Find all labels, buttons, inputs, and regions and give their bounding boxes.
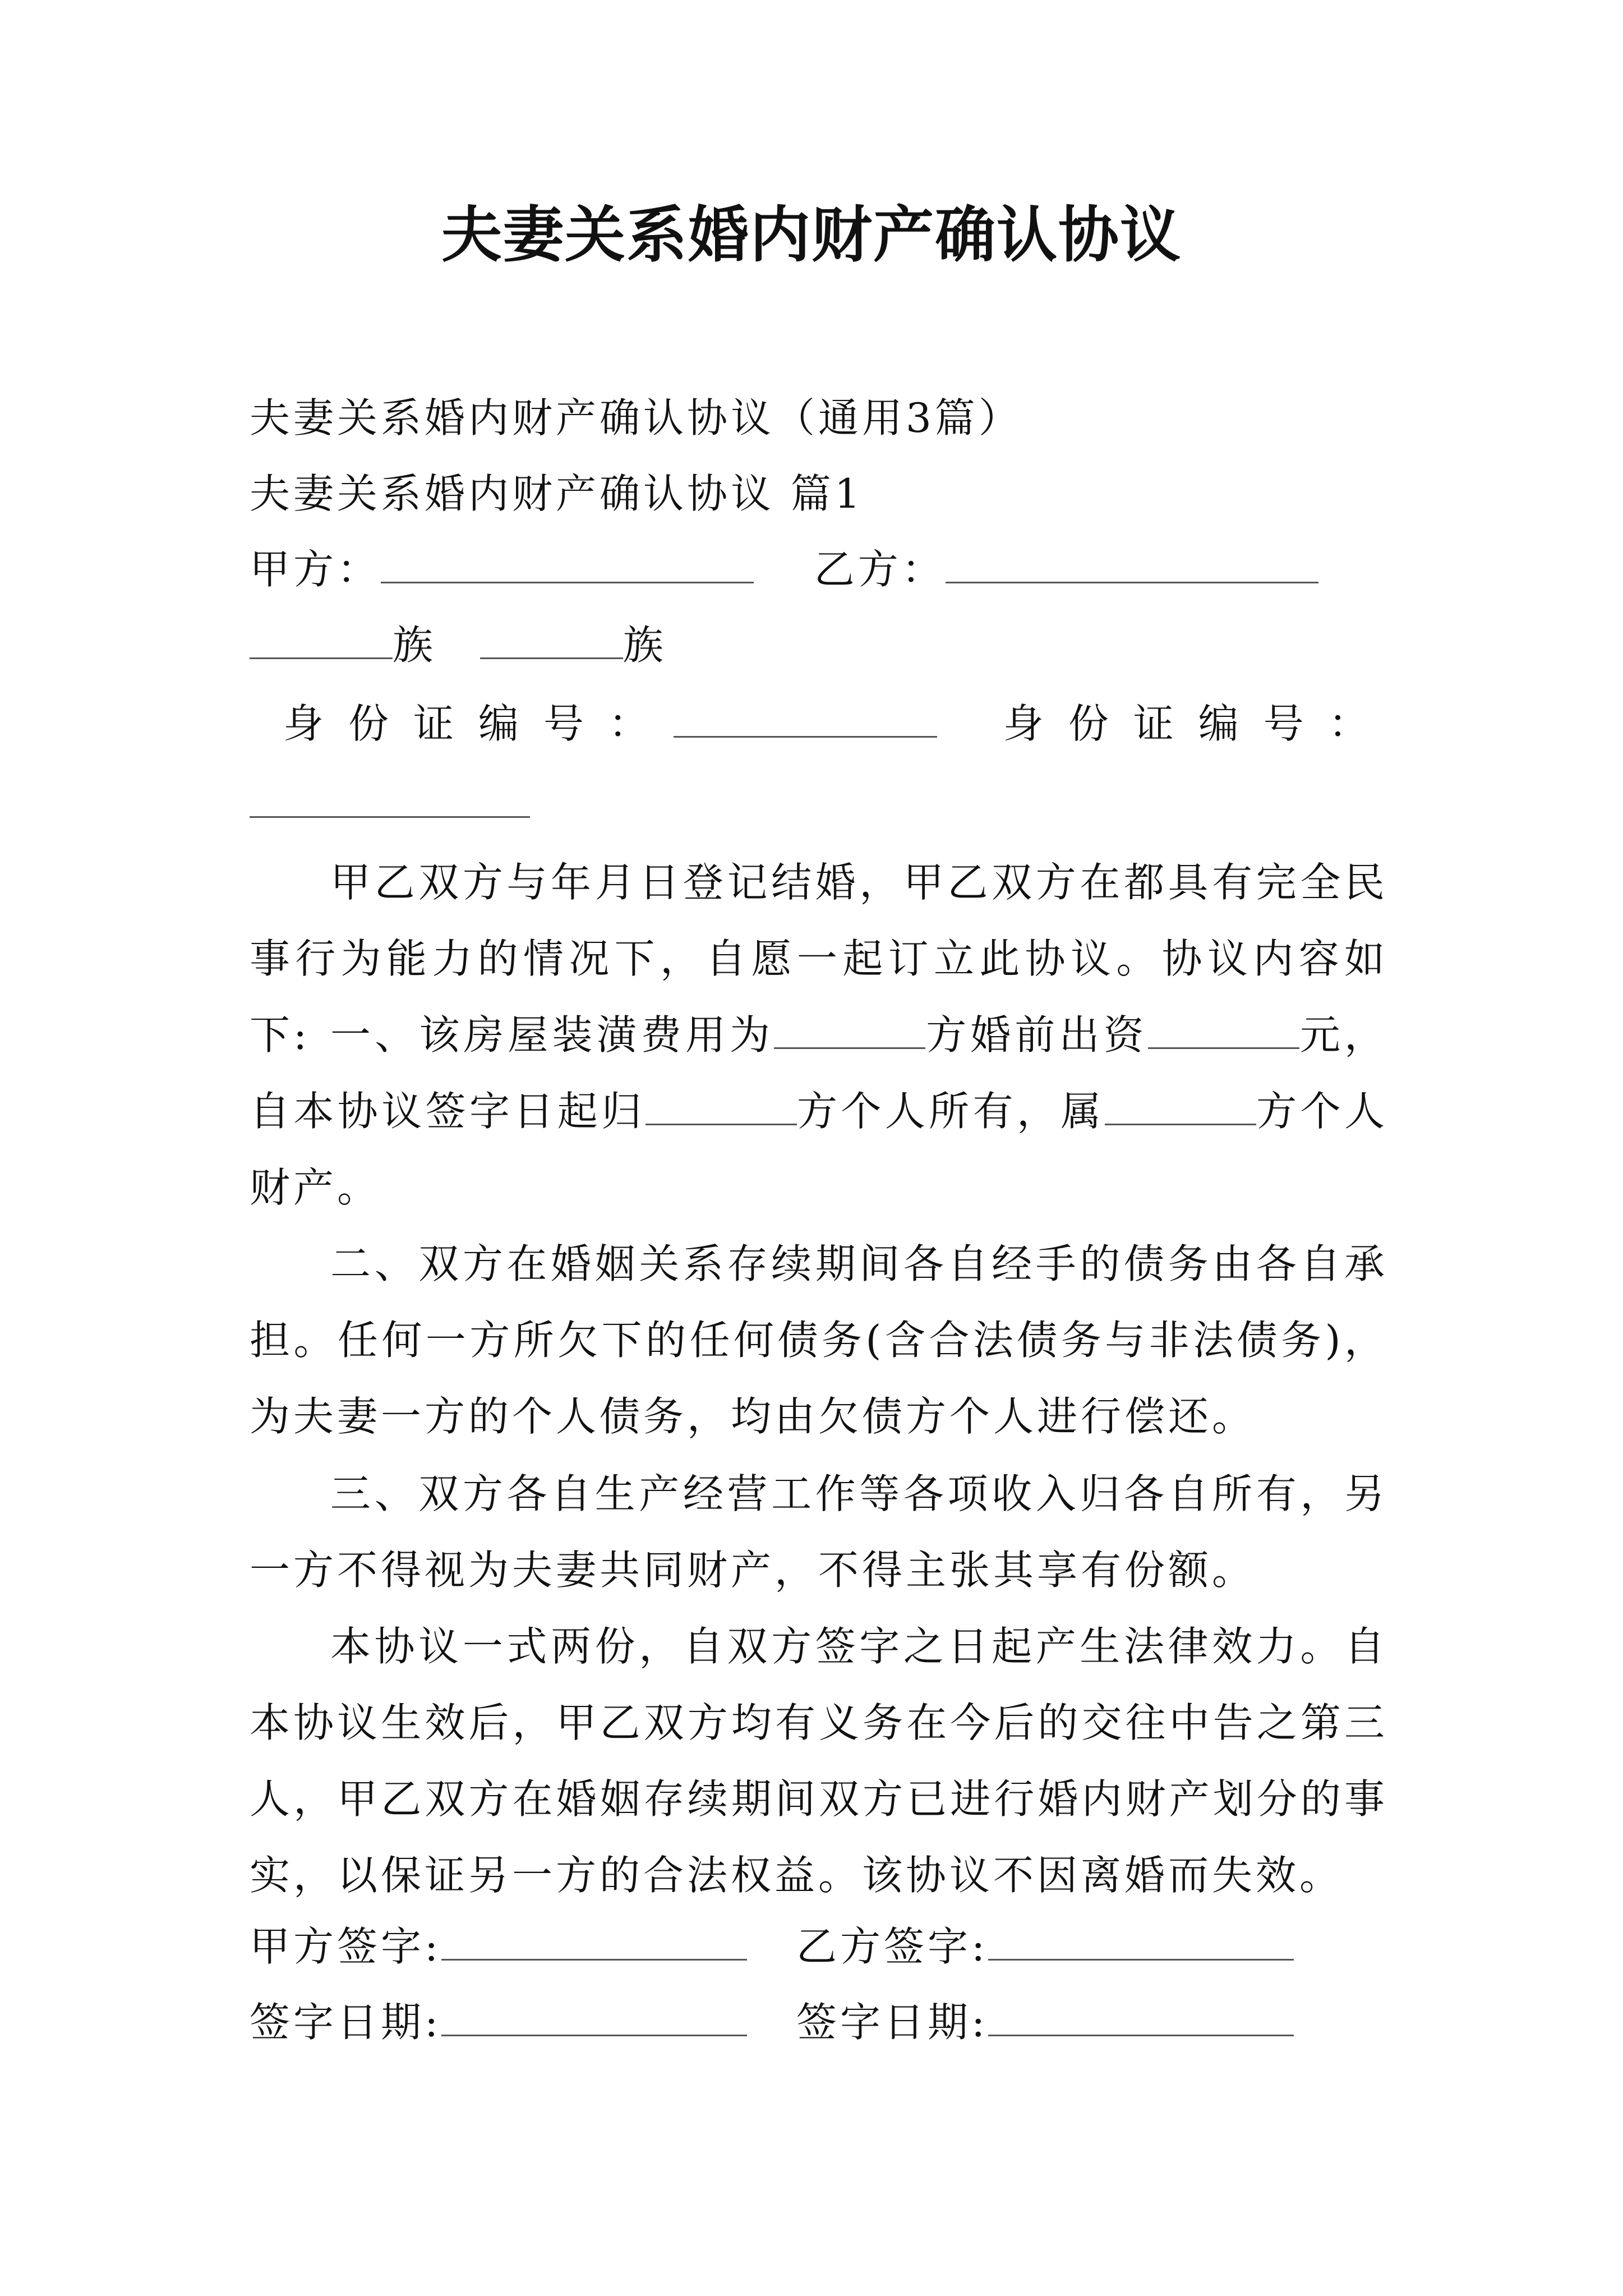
party-a-ethnicity-suffix: 族 (393, 622, 437, 669)
party-b-signature-blank (988, 1924, 1294, 1961)
clause-one-blank2 (1148, 1013, 1299, 1049)
party-a-signature-blank (441, 1924, 747, 1961)
clause-two-paragraph: 二、双方在婚姻关系存续期间各自经手的债务由各自承担。任何一方所欠下的任何债务(含合法债务与非法债务)，为夫妻一方的个人债务，均由欠债方个人进行偿还。 (250, 1240, 1388, 1440)
party-b-ethnicity-blank (480, 623, 623, 659)
id-number-row (283, 693, 1438, 754)
party-b-id-blank (250, 816, 530, 818)
clause-three-paragraph: 三、双方各自生产经营工作等各项收入归各自所有，另一方不得视为夫妻共同财产，不得主张其享有份额。 (250, 1470, 1388, 1594)
ethnicity-row (250, 614, 1405, 676)
clause-one-part4: 方个人所有，属 (796, 1088, 1105, 1135)
party-a-date-blank (441, 2000, 747, 2036)
clause-one-blank4 (1105, 1089, 1256, 1125)
section-title: 夫妻关系婚内财产确认协议 篇1 (250, 470, 864, 517)
clause-one-part2: 方婚前出资 (925, 1011, 1148, 1059)
intro-paragraph: 甲乙双方与年月日登记结婚，甲乙双方在都具有完全民事行为能力的情况下，自愿一起订立此协议。协议内容如下: (250, 859, 1388, 1059)
date-row (250, 1991, 1405, 2053)
party-a-id-blank (674, 701, 937, 738)
party-a-label: 甲方： (250, 546, 381, 593)
party-b-date-blank (988, 2000, 1294, 2036)
party-a-date-label: 签字日期: (250, 1999, 442, 2046)
party-names-row (250, 539, 1405, 600)
party-a-blank (381, 547, 754, 583)
clause-one-paragraph (250, 997, 1388, 1226)
signature-row (250, 1916, 1405, 1977)
clause-one-blank1 (774, 1013, 925, 1049)
clause-one-blank3 (645, 1089, 797, 1125)
clause-one-part5: 方个人财产。 (250, 1088, 1388, 1211)
clause-one-part1: 一、该房屋装潢费用为 (330, 1011, 774, 1059)
effect-paragraph: 本协议一式两份，自双方签字之日起产生法律效力。自本协议生效后，甲乙双方均有义务在今后的交往中告之第三人，甲乙双方在婚姻存续期间双方已进行婚内财产划分的事实，以保证另一方的合法权益。该协议不因离婚而失效。 (250, 1623, 1388, 1899)
party-b-blank (946, 547, 1318, 583)
party-a-signature-label: 甲方签字: (250, 1923, 442, 1970)
party-a-id-label: 身份证编号： (283, 700, 674, 747)
party-b-date-label: 签字日期: (796, 1999, 989, 2046)
party-a-ethnicity-blank (250, 623, 393, 659)
party-b-id-label: 身份证编号： (1003, 700, 1394, 747)
clause-one-part3: 元，自本协议签字日起归 (250, 1011, 1388, 1135)
party-b-ethnicity-suffix: 族 (623, 622, 667, 669)
party-b-signature-label: 乙方签字: (796, 1923, 989, 1970)
party-b-label: 乙方： (814, 546, 946, 593)
document-subtitle: 夫妻关系婚内财产确认协议（通用3篇） (250, 394, 1022, 441)
document-title: 夫妻关系婚内财产确认协议 (441, 200, 1182, 270)
